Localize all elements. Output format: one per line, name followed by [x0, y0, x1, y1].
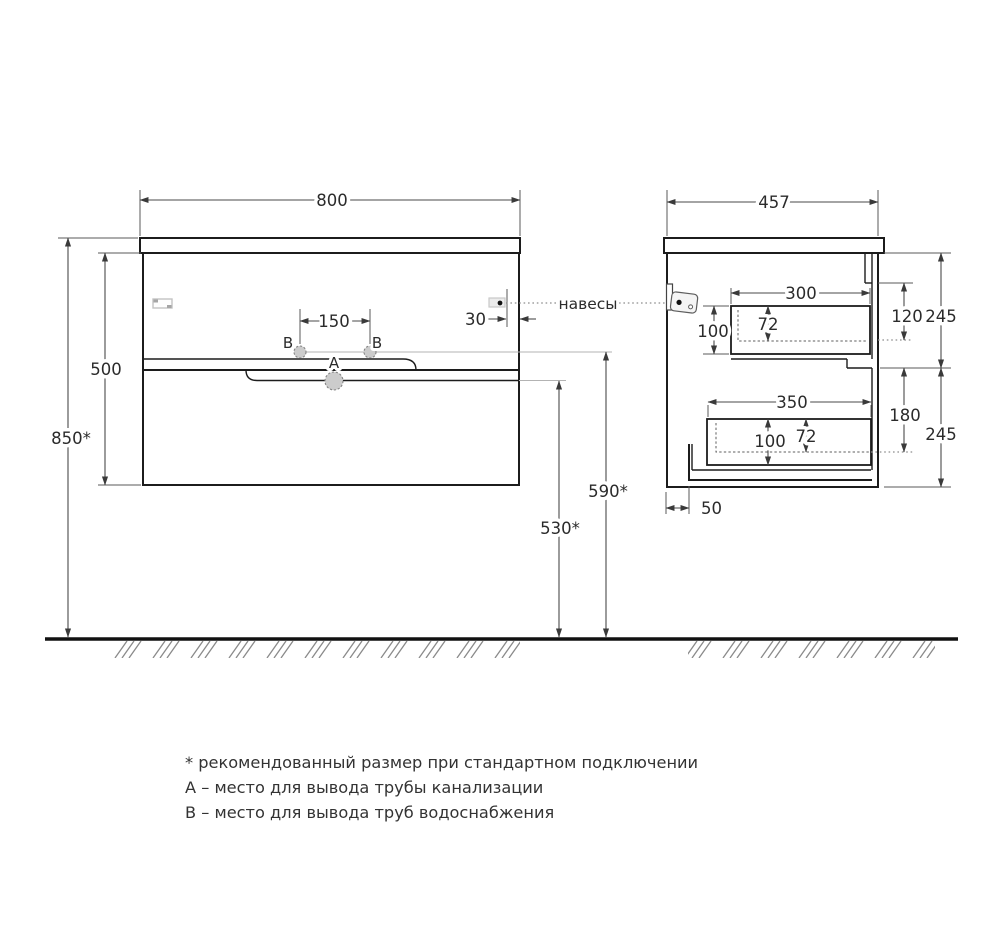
dim-top-drawer-width: 300: [785, 284, 817, 303]
legend: [185, 753, 698, 822]
dim-depth: 457: [758, 193, 790, 212]
dim-mounting-height: 850*: [51, 429, 91, 448]
hole-label-a: A: [328, 354, 340, 372]
water-hole-left: [294, 346, 306, 358]
side-bottom-drawer-box: [707, 419, 871, 465]
dim-bottom-drawer-width: 350: [776, 393, 808, 412]
legend-note-a: А – место для вывода трубы канализации: [185, 778, 544, 797]
dim-top-section: 245: [925, 307, 957, 326]
hangers-label: навесы: [558, 295, 618, 313]
dim-hanger-offset: 30: [465, 310, 486, 329]
legend-note-b: В – место для вывода труб водоснабжения: [185, 803, 555, 822]
legend-note-asterisk: * рекомендованный размер при стандартном подключении: [185, 753, 699, 772]
side-top-drawer-box: [731, 306, 870, 354]
floor-hatch-right: [688, 641, 935, 658]
dim-top-front-overlap: 120: [891, 307, 923, 326]
hanger-icon-right: [489, 298, 505, 307]
wall-bracket-icon: [667, 284, 699, 314]
front-countertop: [140, 238, 520, 253]
dim-bottom-drawer-inner: 72: [795, 427, 817, 446]
dim-holes-spacing: 150: [318, 312, 350, 331]
hanger-icon-left: [153, 299, 172, 308]
hole-label-b-right: B: [371, 334, 383, 352]
hole-label-b-left: B: [282, 334, 294, 352]
hangers-callout: [506, 295, 666, 313]
hanger-screw-dot: [498, 301, 503, 306]
dim-cabinet-height: 500: [90, 360, 122, 379]
dim-bottom-front-offset: 180: [889, 406, 921, 425]
dim-water-outlet-height: 590*: [588, 482, 628, 501]
dim-top-drawer-height: 100: [697, 322, 729, 341]
front-view: [140, 238, 612, 485]
side-countertop: [664, 238, 884, 253]
dim-bottom-recess: 50: [701, 499, 722, 518]
floor: [45, 639, 958, 658]
floor-hatch-left: [112, 641, 520, 658]
dim-front-width: 800: [316, 191, 348, 210]
dim-bottom-drawer-height: 100: [754, 432, 786, 451]
dim-drain-outlet-height: 530*: [540, 519, 580, 538]
dim-top-drawer-inner: 72: [757, 315, 779, 334]
drain-hole: [325, 372, 343, 390]
dim-bottom-section: 245: [925, 425, 957, 444]
